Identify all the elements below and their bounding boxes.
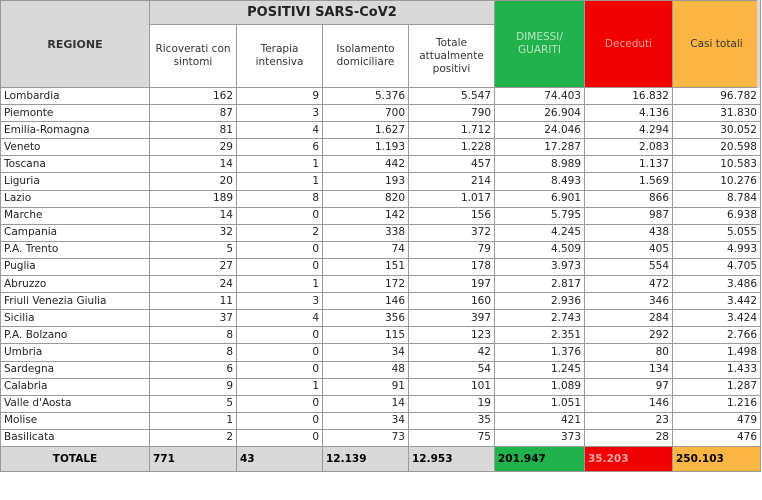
cell-regione: Toscana xyxy=(1,156,150,173)
cell-deceduti: 292 xyxy=(585,327,673,344)
cell-ricoverati: 8 xyxy=(150,327,237,344)
table-row xyxy=(1,139,761,156)
cell-terapia: 8 xyxy=(237,190,323,207)
cell-terapia: 4 xyxy=(237,310,323,327)
cell-terapia: 1 xyxy=(237,173,323,190)
cell-casi: 10.276 xyxy=(673,173,761,190)
cell-dimessi: 1.089 xyxy=(495,378,585,395)
cell-casi: 96.782 xyxy=(673,88,761,105)
cell-dimessi: 1.051 xyxy=(495,395,585,412)
cell-isolamento: 172 xyxy=(323,276,409,293)
cell-totale: 123 xyxy=(409,327,495,344)
cell-casi: 476 xyxy=(673,429,761,446)
cell-ricoverati: 20 xyxy=(150,173,237,190)
cell-casi: 2.766 xyxy=(673,327,761,344)
cell-terapia: 0 xyxy=(237,207,323,224)
table-row xyxy=(1,207,761,224)
cell-terapia: 2 xyxy=(237,224,323,241)
cell-ricoverati: 5 xyxy=(150,241,237,258)
cell-isolamento: 356 xyxy=(323,310,409,327)
cell-ricoverati: 9 xyxy=(150,378,237,395)
cell-deceduti: 438 xyxy=(585,224,673,241)
cell-dimessi: 8.989 xyxy=(495,156,585,173)
cell-dimessi: 26.904 xyxy=(495,105,585,122)
cell-ricoverati: 32 xyxy=(150,224,237,241)
cell-casi: 1.216 xyxy=(673,395,761,412)
cell-dimessi: 2.817 xyxy=(495,276,585,293)
cell-casi: 1.287 xyxy=(673,378,761,395)
cell-regione: P.A. Bolzano xyxy=(1,327,150,344)
cell-deceduti: 28 xyxy=(585,429,673,446)
cell-ricoverati: 189 xyxy=(150,190,237,207)
cell-isolamento: 1.627 xyxy=(323,122,409,139)
cell-casi: 479 xyxy=(673,412,761,429)
cell-regione: Lombardia xyxy=(1,88,150,105)
cell-deceduti: 472 xyxy=(585,276,673,293)
cell-isolamento: 442 xyxy=(323,156,409,173)
cell-isolamento: 338 xyxy=(323,224,409,241)
table-row xyxy=(1,293,761,310)
cell-totale: 1.228 xyxy=(409,139,495,156)
cell-dimessi: 5.795 xyxy=(495,207,585,224)
cell-totale: 790 xyxy=(409,105,495,122)
cell-regione: Umbria xyxy=(1,344,150,361)
cell-totale: 214 xyxy=(409,173,495,190)
cell-isolamento: 700 xyxy=(323,105,409,122)
cell-isolamento: 73 xyxy=(323,429,409,446)
table-row xyxy=(1,88,761,105)
cell-dimessi: 1.245 xyxy=(495,361,585,378)
cell-casi: 1.433 xyxy=(673,361,761,378)
table-row xyxy=(1,327,761,344)
cell-terapia: 3 xyxy=(237,105,323,122)
cell-regione: Calabria xyxy=(1,378,150,395)
cell-isolamento: 5.376 xyxy=(323,88,409,105)
cell-deceduti: 4.294 xyxy=(585,122,673,139)
cell-terapia: 1 xyxy=(237,276,323,293)
cell-totale: 457 xyxy=(409,156,495,173)
cell-deceduti: 4.136 xyxy=(585,105,673,122)
totals-dimessi: 201.947 xyxy=(495,446,585,471)
table-row xyxy=(1,190,761,207)
cell-regione: Marche xyxy=(1,207,150,224)
cell-totale: 156 xyxy=(409,207,495,224)
cell-regione: Puglia xyxy=(1,258,150,275)
cell-casi: 4.705 xyxy=(673,258,761,275)
cell-deceduti: 23 xyxy=(585,412,673,429)
cell-isolamento: 151 xyxy=(323,258,409,275)
cell-totale: 178 xyxy=(409,258,495,275)
cell-totale: 101 xyxy=(409,378,495,395)
totals-ricoverati: 771 xyxy=(150,446,237,471)
table-row xyxy=(1,412,761,429)
cell-dimessi: 6.901 xyxy=(495,190,585,207)
cell-totale: 372 xyxy=(409,224,495,241)
cell-ricoverati: 29 xyxy=(150,139,237,156)
cell-casi: 5.055 xyxy=(673,224,761,241)
cell-regione: P.A. Trento xyxy=(1,241,150,258)
cell-regione: Valle d'Aosta xyxy=(1,395,150,412)
cell-regione: Piemonte xyxy=(1,105,150,122)
cell-totale: 79 xyxy=(409,241,495,258)
table-row xyxy=(1,344,761,361)
cell-terapia: 0 xyxy=(237,258,323,275)
cell-ricoverati: 162 xyxy=(150,88,237,105)
cell-ricoverati: 81 xyxy=(150,122,237,139)
totals-label: TOTALE xyxy=(1,446,150,471)
cell-isolamento: 34 xyxy=(323,412,409,429)
cell-casi: 31.830 xyxy=(673,105,761,122)
cell-deceduti: 134 xyxy=(585,361,673,378)
cell-isolamento: 74 xyxy=(323,241,409,258)
cell-totale: 75 xyxy=(409,429,495,446)
cell-totale: 54 xyxy=(409,361,495,378)
cell-terapia: 0 xyxy=(237,241,323,258)
cell-terapia: 1 xyxy=(237,156,323,173)
cell-terapia: 1 xyxy=(237,378,323,395)
cell-totale: 197 xyxy=(409,276,495,293)
table-row xyxy=(1,224,761,241)
cell-ricoverati: 87 xyxy=(150,105,237,122)
cell-casi: 6.938 xyxy=(673,207,761,224)
cell-totale: 35 xyxy=(409,412,495,429)
cell-isolamento: 34 xyxy=(323,344,409,361)
cell-regione: Campania xyxy=(1,224,150,241)
cell-casi: 8.784 xyxy=(673,190,761,207)
table-row xyxy=(1,276,761,293)
cell-casi: 10.583 xyxy=(673,156,761,173)
table-row xyxy=(1,156,761,173)
cell-casi: 30.052 xyxy=(673,122,761,139)
cell-terapia: 3 xyxy=(237,293,323,310)
cell-deceduti: 97 xyxy=(585,378,673,395)
cell-terapia: 0 xyxy=(237,429,323,446)
table-row xyxy=(1,429,761,446)
table-row xyxy=(1,173,761,190)
header-positivi-group: POSITIVI SARS-CoV2 xyxy=(150,1,495,25)
cell-isolamento: 820 xyxy=(323,190,409,207)
cell-isolamento: 115 xyxy=(323,327,409,344)
cell-deceduti: 146 xyxy=(585,395,673,412)
totals-terapia: 43 xyxy=(237,446,323,471)
cell-totale: 19 xyxy=(409,395,495,412)
cell-totale: 5.547 xyxy=(409,88,495,105)
table-row xyxy=(1,378,761,395)
header-deceduti: Deceduti xyxy=(585,1,673,88)
table-row xyxy=(1,361,761,378)
cell-ricoverati: 1 xyxy=(150,412,237,429)
cell-ricoverati: 8 xyxy=(150,344,237,361)
cell-ricoverati: 24 xyxy=(150,276,237,293)
right-edge-strip xyxy=(757,0,760,88)
cell-isolamento: 91 xyxy=(323,378,409,395)
cell-dimessi: 1.376 xyxy=(495,344,585,361)
cell-deceduti: 80 xyxy=(585,344,673,361)
cell-dimessi: 421 xyxy=(495,412,585,429)
cell-deceduti: 866 xyxy=(585,190,673,207)
cell-totale: 1.712 xyxy=(409,122,495,139)
header-regione: REGIONE xyxy=(1,1,150,88)
cell-ricoverati: 14 xyxy=(150,207,237,224)
cell-casi: 3.486 xyxy=(673,276,761,293)
cell-ricoverati: 5 xyxy=(150,395,237,412)
cell-deceduti: 405 xyxy=(585,241,673,258)
cell-dimessi: 4.509 xyxy=(495,241,585,258)
cell-casi: 3.424 xyxy=(673,310,761,327)
cell-dimessi: 2.936 xyxy=(495,293,585,310)
table-row xyxy=(1,105,761,122)
cell-dimessi: 3.973 xyxy=(495,258,585,275)
cell-isolamento: 14 xyxy=(323,395,409,412)
totals-row xyxy=(1,446,761,471)
cell-regione: Emilia-Romagna xyxy=(1,122,150,139)
table-body xyxy=(1,88,761,447)
cell-totale: 42 xyxy=(409,344,495,361)
cell-isolamento: 146 xyxy=(323,293,409,310)
cell-regione: Veneto xyxy=(1,139,150,156)
cell-ricoverati: 37 xyxy=(150,310,237,327)
header-casi-totali: Casi totali xyxy=(673,1,761,88)
cell-isolamento: 48 xyxy=(323,361,409,378)
cell-dimessi: 74.403 xyxy=(495,88,585,105)
cell-terapia: 0 xyxy=(237,395,323,412)
table-row xyxy=(1,122,761,139)
header-ricoverati: Ricoverati con sintomi xyxy=(150,25,237,88)
totals-totale-positivi: 12.953 xyxy=(409,446,495,471)
cell-regione: Liguria xyxy=(1,173,150,190)
cell-casi: 1.498 xyxy=(673,344,761,361)
table-row xyxy=(1,395,761,412)
cell-dimessi: 24.046 xyxy=(495,122,585,139)
totals-casi-totali: 250.103 xyxy=(673,446,761,471)
cell-dimessi: 373 xyxy=(495,429,585,446)
totals-deceduti: 35.203 xyxy=(585,446,673,471)
cell-deceduti: 1.569 xyxy=(585,173,673,190)
cell-ricoverati: 6 xyxy=(150,361,237,378)
table-row xyxy=(1,258,761,275)
cell-isolamento: 142 xyxy=(323,207,409,224)
cell-deceduti: 284 xyxy=(585,310,673,327)
cell-totale: 1.017 xyxy=(409,190,495,207)
header-terapia-intensiva: Terapia intensiva xyxy=(237,25,323,88)
cell-isolamento: 1.193 xyxy=(323,139,409,156)
cell-regione: Lazio xyxy=(1,190,150,207)
cell-ricoverati: 27 xyxy=(150,258,237,275)
cell-dimessi: 4.245 xyxy=(495,224,585,241)
cell-terapia: 0 xyxy=(237,327,323,344)
cell-deceduti: 16.832 xyxy=(585,88,673,105)
cell-deceduti: 987 xyxy=(585,207,673,224)
table-row xyxy=(1,310,761,327)
cell-dimessi: 2.351 xyxy=(495,327,585,344)
cell-terapia: 9 xyxy=(237,88,323,105)
cell-regione: Molise xyxy=(1,412,150,429)
cell-terapia: 6 xyxy=(237,139,323,156)
cell-terapia: 0 xyxy=(237,361,323,378)
cell-dimessi: 8.493 xyxy=(495,173,585,190)
cell-casi: 3.442 xyxy=(673,293,761,310)
cell-isolamento: 193 xyxy=(323,173,409,190)
cell-terapia: 0 xyxy=(237,412,323,429)
header-dimessi-guariti: DIMESSI/ GUARITI xyxy=(495,1,585,88)
cell-terapia: 4 xyxy=(237,122,323,139)
cell-regione: Basilicata xyxy=(1,429,150,446)
cell-totale: 160 xyxy=(409,293,495,310)
header-isolamento: Isolamento domiciliare xyxy=(323,25,409,88)
table-row xyxy=(1,241,761,258)
cell-totale: 397 xyxy=(409,310,495,327)
cell-ricoverati: 14 xyxy=(150,156,237,173)
cell-dimessi: 2.743 xyxy=(495,310,585,327)
cell-deceduti: 2.083 xyxy=(585,139,673,156)
cell-casi: 20.598 xyxy=(673,139,761,156)
cell-deceduti: 346 xyxy=(585,293,673,310)
cell-terapia: 0 xyxy=(237,344,323,361)
cell-regione: Sardegna xyxy=(1,361,150,378)
cell-ricoverati: 11 xyxy=(150,293,237,310)
cell-deceduti: 1.137 xyxy=(585,156,673,173)
header-row-top xyxy=(1,1,761,25)
cell-dimessi: 17.287 xyxy=(495,139,585,156)
cell-ricoverati: 2 xyxy=(150,429,237,446)
totals-isolamento: 12.139 xyxy=(323,446,409,471)
cell-deceduti: 554 xyxy=(585,258,673,275)
cell-regione: Sicilia xyxy=(1,310,150,327)
header-totale-positivi: Totale attualmente positivi xyxy=(409,25,495,88)
cell-regione: Friuli Venezia Giulia xyxy=(1,293,150,310)
cell-regione: Abruzzo xyxy=(1,276,150,293)
cell-casi: 4.993 xyxy=(673,241,761,258)
